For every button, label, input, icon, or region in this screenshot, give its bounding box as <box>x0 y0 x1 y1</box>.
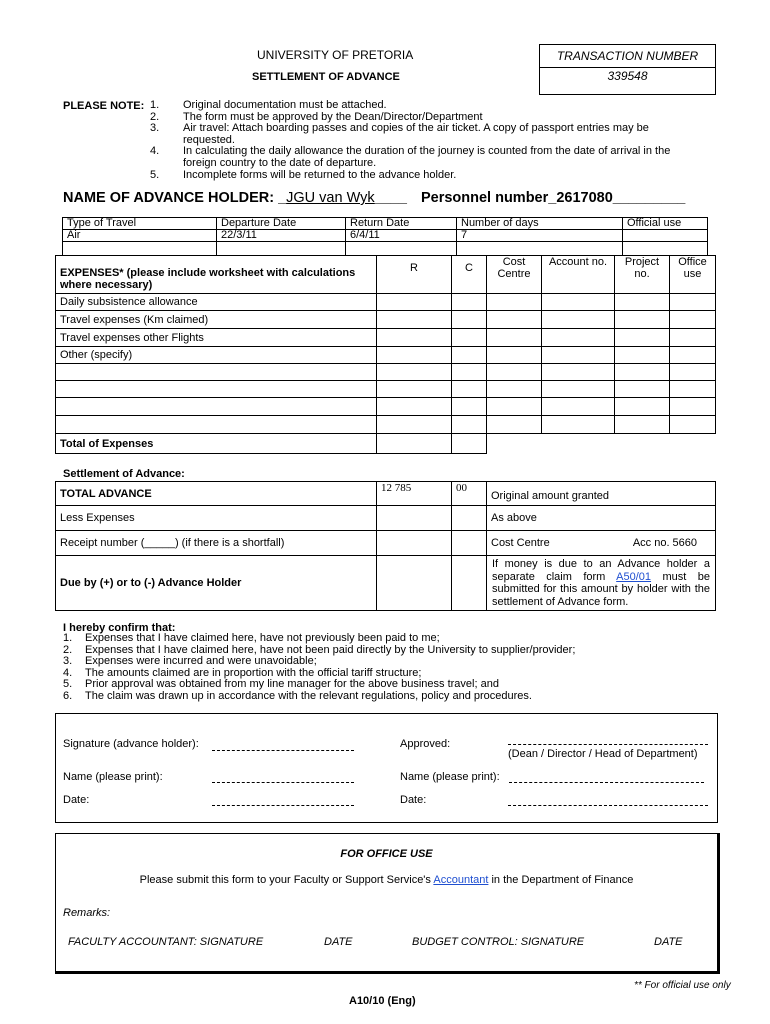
remarks-label: Remarks: <box>63 907 111 919</box>
confirm-title: I hereby confirm that: <box>63 622 176 634</box>
accountant-link[interactable]: Accountant <box>433 874 489 886</box>
date-left-line[interactable] <box>212 805 354 806</box>
date-right-line[interactable] <box>508 805 708 806</box>
confirm-list <box>63 633 723 703</box>
total-expenses-label: Total of Expenses <box>56 434 377 454</box>
expense-row-label <box>56 381 377 398</box>
note-item: 1. Original documentation must be attached. <box>150 99 387 111</box>
name-print-right-label: Name (please print): <box>400 771 500 783</box>
number-of-days[interactable]: 7 <box>457 230 623 242</box>
note-item: requested. <box>183 133 235 146</box>
col-account: Account no. <box>542 256 615 294</box>
receipt-number-label: Receipt number (_____) (if there is a shortfall) <box>56 531 377 556</box>
official-use-cell[interactable] <box>623 230 708 242</box>
total-advance-cents[interactable]: 00 <box>452 482 487 506</box>
official-use-footnote: ** For official use only <box>634 980 731 991</box>
money-due-note: If money is due to an Advance holder a separate claim form A50/01 must be submitted for this amount by holder with the settlement of Advance form. <box>487 556 716 611</box>
travel-header: Number of days <box>457 218 623 230</box>
dean-label: (Dean / Director / Head of Department) <box>508 748 698 760</box>
as-above: As above <box>487 506 629 531</box>
signature-holder-line[interactable] <box>212 750 354 751</box>
note-label: PLEASE NOTE: <box>63 100 145 112</box>
office-date-2: DATE <box>654 936 683 948</box>
total-advance-label: TOTAL ADVANCE <box>56 482 377 506</box>
settlement-table <box>55 481 716 611</box>
faculty-accountant-signature: FACULTY ACCOUNTANT: SIGNATURE <box>68 936 264 948</box>
col-office-use: Office use <box>670 256 716 294</box>
confirm-item: 1. Expenses that I have claimed here, have not previously been paid to me; <box>63 632 440 644</box>
note-item: 2. The form must be approved by the Dean/Director/Department <box>150 110 483 123</box>
name-print-left-label: Name (please print): <box>63 771 163 783</box>
confirm-item: 5. Prior approval was obtained from my line manager for the above business travel; and <box>63 678 499 691</box>
departure-date[interactable]: 22/3/11 <box>217 230 346 242</box>
expense-row-label <box>56 398 377 416</box>
travel-header: Departure Date <box>217 218 346 230</box>
confirm-item: 4. The amounts claimed are in proportion with the official tariff structure; <box>63 666 422 679</box>
expense-row-label <box>56 416 377 434</box>
office-use-box <box>55 833 720 974</box>
expense-row-label: Travel expenses (Km claimed) <box>56 311 377 329</box>
advance-holder-line: NAME OF ADVANCE HOLDER: _JGU van Wyk____ Personnel number_2617080_________ <box>63 190 686 206</box>
acc-no: Acc no. 5660 <box>629 531 716 556</box>
note-item: 4. In calculating the daily allowance the duration of the journey is counted from the date of arrival in the <box>150 145 671 158</box>
expense-row-label <box>56 364 377 381</box>
col-r: R <box>377 256 452 294</box>
advance-holder-label: NAME OF ADVANCE HOLDER: _ <box>63 190 287 206</box>
expense-row-label: Other (specify) <box>56 347 377 364</box>
return-date[interactable]: 6/4/11 <box>346 230 457 242</box>
university-name: UNIVERSITY OF PRETORIA <box>257 48 414 62</box>
confirm-item: 3. Expenses were incurred and were unavoidable; <box>63 655 317 668</box>
approved-line[interactable] <box>508 744 708 745</box>
confirm-item: 2. Expenses that I have claimed here, have not been paid directly by the University to supplier/provider; <box>63 643 576 656</box>
form-code: A10/10 (Eng) <box>349 995 416 1007</box>
original-granted: Original amount granted <box>487 482 629 506</box>
note-item: foreign country to the date of departure. <box>183 156 377 169</box>
advance-holder-name[interactable]: JGU van Wyk <box>286 190 375 206</box>
submit-instruction: Please submit this form to your Faculty or Support Service's Accountant in the Department of Finance <box>139 874 634 886</box>
signature-holder-label: Signature (advance holder): <box>63 738 199 750</box>
budget-control-signature: BUDGET CONTROL: SIGNATURE <box>412 936 585 948</box>
less-expenses-label: Less Expenses <box>56 506 377 531</box>
col-cost-centre: Cost Centre <box>487 256 542 294</box>
signature-box <box>55 713 718 823</box>
name-print-right-line[interactable] <box>509 782 704 783</box>
name-print-left-line[interactable] <box>212 782 354 783</box>
date-left-label: Date: <box>63 794 90 806</box>
expenses-table <box>55 255 716 454</box>
total-advance-rand[interactable]: 12 785 <box>377 482 452 506</box>
date-right-label: Date: <box>400 794 427 806</box>
col-project: Project no. <box>615 256 670 294</box>
approved-label: Approved: <box>400 738 451 750</box>
claim-form-link[interactable]: A50/01 <box>616 570 652 583</box>
travel-header: Return Date <box>346 218 457 230</box>
travel-table <box>62 217 708 256</box>
office-use-title: FOR OFFICE USE <box>340 848 433 860</box>
expense-row-label: Daily subsistence allowance <box>56 294 377 311</box>
transaction-label: TRANSACTION NUMBER <box>540 45 715 68</box>
personnel-label: Personnel number_ <box>420 190 557 206</box>
cost-centre-label: Cost Centre <box>487 531 629 556</box>
travel-header: Official use <box>623 218 708 230</box>
transaction-number[interactable]: 339548 <box>607 69 648 83</box>
note-list <box>150 100 720 181</box>
note-item: 5. Incomplete forms will be returned to the advance holder. <box>150 168 457 181</box>
travel-header: Type of Travel <box>63 218 217 230</box>
expenses-title: EXPENSES* (please include worksheet with calculations where necessary) <box>56 256 377 294</box>
travel-type[interactable]: Air <box>63 230 217 242</box>
note-item: 3. Air travel: Attach boarding passes and copies of the air ticket. A copy of passport entries may be <box>150 122 649 135</box>
settlement-title: Settlement of Advance: <box>63 468 185 480</box>
form-title: SETTLEMENT OF ADVANCE <box>252 71 400 83</box>
transaction-box <box>539 44 716 95</box>
col-c: C <box>452 256 487 294</box>
confirm-item: 6. The claim was drawn up in accordance with the relevant regulations, policy and procedures. <box>63 689 532 702</box>
due-by-label: Due by (+) or to (-) Advance Holder <box>56 556 377 611</box>
personnel-number[interactable]: 2617080 <box>556 190 613 206</box>
office-date-1: DATE <box>324 936 353 948</box>
expense-row-label: Travel expenses other Flights <box>56 329 377 347</box>
